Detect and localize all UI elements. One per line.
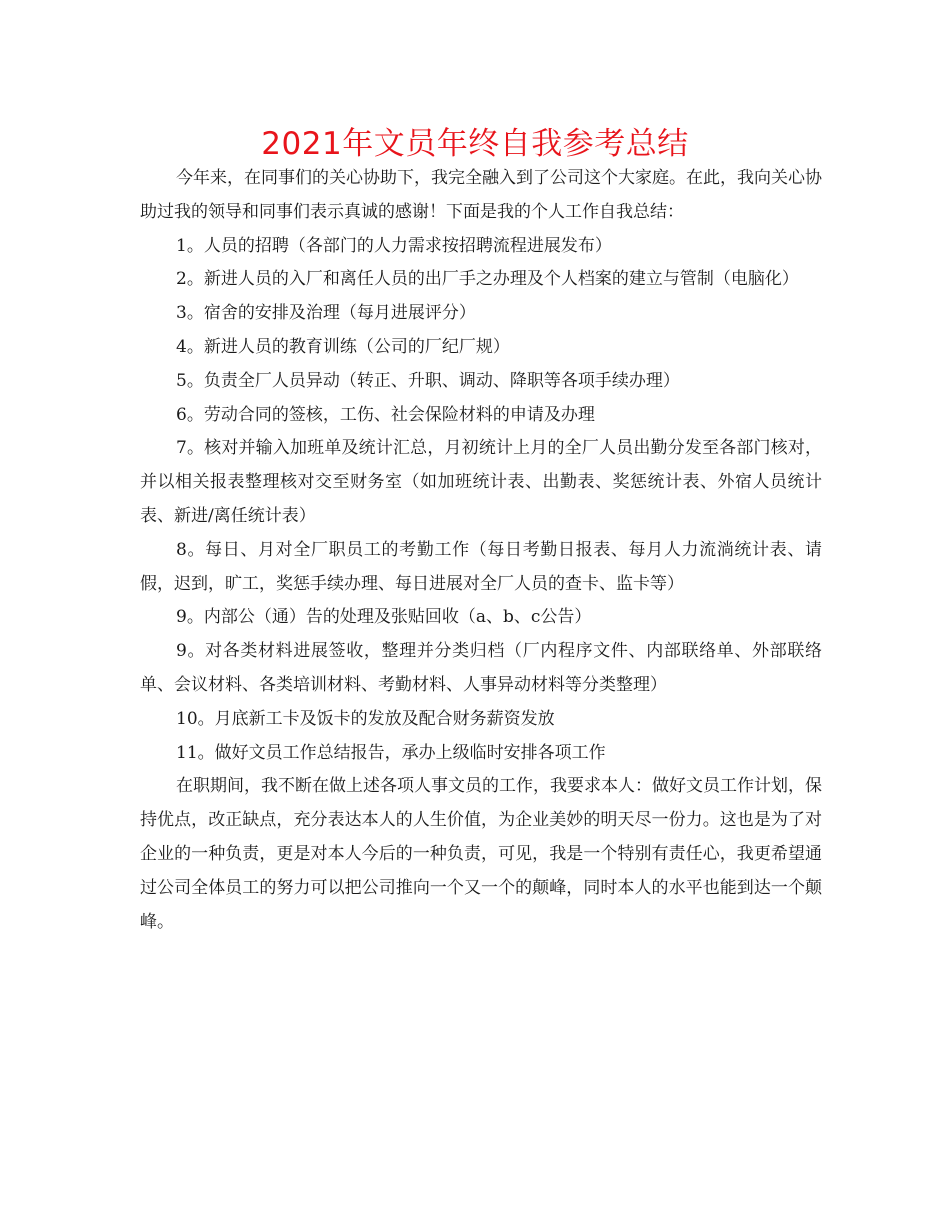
list-item: 11。做好文员工作总结报告，承办上级临时安排各项工作 xyxy=(176,742,606,763)
list-item: 7。核对并输入加班单及统计汇总，月初统计上月的全厂人员出勤分发至各部门核对，并以相关报表整理核对交至财务室（如加班统计表、出勤表、奖惩统计表、外宿人员统计表、新进/离任统计表） xyxy=(140,438,822,526)
document-title: 2021年文员年终自我参考总结 xyxy=(261,126,689,162)
list-item: 10。月底新工卡及饭卡的发放及配合财务薪资发放 xyxy=(176,708,555,729)
list-item: 8。每日、月对全厂职员工的考勤工作（每日考勤日报表、每月人力流淌统计表、请假，迟到，旷工，奖惩手续办理、每日进展对全厂人员的查卡、监卡等） xyxy=(140,539,822,594)
list-item: 5。负责全厂人员异动（转正、升职、调动、降职等各项手续办理） xyxy=(176,370,680,391)
list-item: 4。新进人员的教育训练（公司的厂纪厂规） xyxy=(176,336,510,357)
list-item: 3。宿舍的安排及治理（每月进展评分） xyxy=(176,303,476,324)
list-item: 6。劳动合同的签核，工伤、社会保险材料的申请及办理 xyxy=(176,404,595,425)
list-item: 9。内部公（通）告的处理及张贴回收（a、b、c公告） xyxy=(176,607,592,628)
closing-paragraph: 在职期间，我不断在做上述各项人事文员的工作，我要求本人：做好文员工作计划，保持优点，改正缺点，充分表达本人的人生价值，为企业美妙的明天尽一份力。这也是为了对企业的一种负责，更是对本人今后的一种负责，可见，我是一个特别有责任心，我更希望通过公司全体员工的努力可以把公司推向一个又一个的颠峰，同时本人的水平也能到达一个颠峰。 xyxy=(140,776,822,932)
list-item: 9。对各类材料进展签收，整理并分类归档（厂内程序文件、内部联络单、外部联络单、会议材料、各类培训材料、考勤材料、人事异动材料等分类整理） xyxy=(140,641,822,695)
intro-paragraph: 今年来，在同事们的关心协助下，我完全融入到了公司这个大家庭。在此，我向关心协助过我的领导和同事们表示真诚的感谢！下面是我的个人工作自我总结： xyxy=(140,168,822,222)
list-item: 1。人员的招聘（各部门的人力需求按招聘流程进展发布） xyxy=(176,235,612,256)
document-body xyxy=(140,162,822,939)
list-item: 2。新进人员的入厂和离任人员的出厂手之办理及个人档案的建立与管制（电脑化） xyxy=(176,269,799,290)
